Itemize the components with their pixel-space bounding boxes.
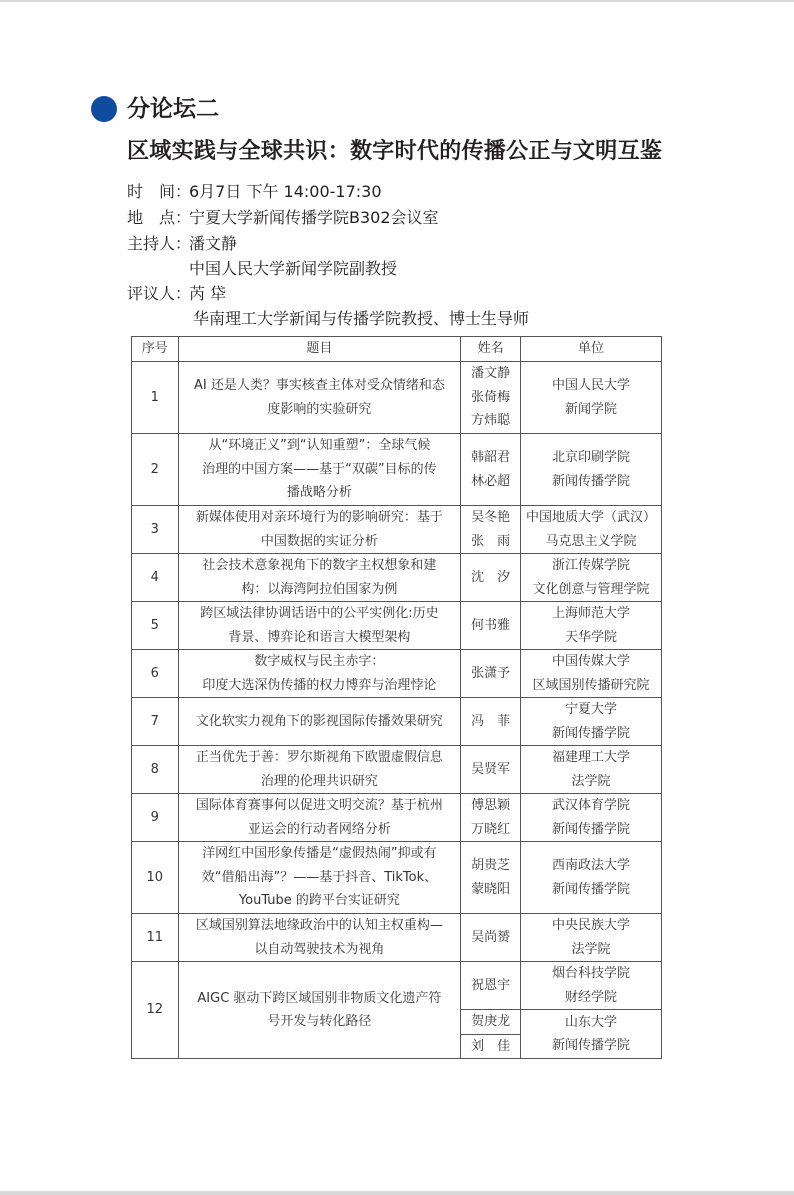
row-number: 5 <box>132 602 179 650</box>
title-line: 亚运会的行动者网络分析 <box>247 821 391 837</box>
row-number: 7 <box>132 698 179 746</box>
row-number: 4 <box>132 554 179 602</box>
row-names <box>461 650 521 698</box>
page-border-top <box>0 0 794 2</box>
row-unit <box>521 962 662 1010</box>
title-line: 以自动驾驶技术为视角 <box>254 941 385 957</box>
unit-line: 马克思主义学院 <box>545 533 637 549</box>
title-line: 治理的中国方案——基于“双碳”目标的传 <box>202 461 437 477</box>
unit-line: 新闻学院 <box>564 401 617 417</box>
bullet-circle-icon <box>91 96 117 122</box>
author-name: 祝恩宇 <box>471 977 511 993</box>
place-row <box>127 206 439 230</box>
unit-line: 西南政法大学 <box>551 858 630 873</box>
author-name: 万晓红 <box>471 821 511 837</box>
unit-line: 烟台科技学院 <box>551 966 630 981</box>
unit-line: 文化创意与管理学院 <box>532 581 650 597</box>
table-row <box>132 962 662 1010</box>
unit-line: 法学院 <box>571 773 611 789</box>
unit-line: 中国传媒大学 <box>551 654 630 669</box>
title-line: YouTube 的跨平台实证研究 <box>238 893 400 909</box>
row-unit <box>521 698 662 746</box>
unit-line: 上海师范大学 <box>551 606 630 621</box>
unit-line: 北京印刷学院 <box>551 450 630 465</box>
row-title <box>178 362 461 434</box>
author-name: 沈 汐 <box>471 569 511 585</box>
reviewer-row <box>127 282 226 306</box>
row-number: 11 <box>132 914 179 962</box>
author-name: 吴冬艳 <box>471 510 511 525</box>
title-line: 跨区域法律协调话语中的公平实例化:历史 <box>200 606 439 621</box>
unit-line: 中国人民大学 <box>551 378 630 393</box>
time-value: 6月7日 下午 14:00-17:30 <box>189 182 382 201</box>
row-title <box>178 962 461 1059</box>
host-label: 主持人： <box>127 234 192 253</box>
row-names <box>461 914 521 962</box>
row-number: 9 <box>132 794 179 842</box>
row-number: 2 <box>132 434 179 506</box>
unit-line: 福建理工大学 <box>551 750 630 765</box>
row-number: 6 <box>132 650 179 698</box>
title-line: 正当优先于善：罗尔斯视角下欧盟虚假信息 <box>195 750 443 765</box>
author-name: 韩韶君 <box>471 450 511 465</box>
table-row <box>132 362 662 434</box>
title-line: 背景、博弈论和语言大模型架构 <box>228 629 411 645</box>
title-line: 播战略分析 <box>286 485 352 501</box>
row-unit <box>521 650 662 698</box>
table-row <box>132 650 662 698</box>
row-number: 3 <box>132 506 179 554</box>
row-title <box>178 554 461 602</box>
title-line: 度影响的实验研究 <box>267 401 372 417</box>
table-header-row <box>132 337 662 362</box>
header-title: 题目 <box>178 337 461 362</box>
host-row <box>127 232 237 256</box>
row-names <box>461 698 521 746</box>
table-row <box>132 554 662 602</box>
row-title <box>178 434 461 506</box>
unit-line: 中央民族大学 <box>551 918 630 933</box>
row-title <box>178 746 461 794</box>
unit-line: 财经学院 <box>564 989 617 1005</box>
title-line: 构：以海湾阿拉伯国家为例 <box>241 581 398 597</box>
row-title <box>178 794 461 842</box>
title-line: AI 还是人类？事实核查主体对受众情绪和态 <box>193 378 445 393</box>
schedule-table <box>131 336 662 1059</box>
unit-line: 新闻传播学院 <box>551 881 630 897</box>
row-number: 8 <box>132 746 179 794</box>
table-row <box>132 842 662 914</box>
row-title <box>178 914 461 962</box>
row-number: 12 <box>132 962 179 1059</box>
row-unit <box>521 1010 662 1059</box>
unit-line: 新闻传播学院 <box>551 1038 630 1053</box>
row-title <box>178 842 461 914</box>
row-names <box>461 746 521 794</box>
row-names <box>461 602 521 650</box>
row-number: 10 <box>132 842 179 914</box>
title-line: AIGC 驱动下跨区域国别非物质文化遗产符 <box>197 990 442 1006</box>
place-value: 宁夏大学新闻传播学院B302会议室 <box>189 208 439 227</box>
title-line: 治理的伦理共识研究 <box>260 773 378 789</box>
unit-line: 宁夏大学 <box>564 702 617 717</box>
forum-label: 分论坛二 <box>127 96 219 122</box>
author-name: 方炜聪 <box>471 413 511 429</box>
place-label: 地 点： <box>127 208 192 227</box>
reviewer-title: 华南理工大学新闻与传播学院教授、博士生导师 <box>193 309 530 328</box>
author-name: 张 雨 <box>471 533 511 549</box>
row-unit <box>521 554 662 602</box>
forum-title: 区域实践与全球共识：数字时代的传播公正与文明互鉴 <box>127 139 663 164</box>
author-name: 胡贵芝 <box>471 858 511 873</box>
title-line: 数字威权与民主赤字： <box>254 654 385 669</box>
unit-line: 天华学院 <box>564 629 617 645</box>
author-name: 张倚梅 <box>471 389 511 405</box>
title-line: 文化软实力视角下的影视国际传播效果研究 <box>195 713 443 729</box>
author-name: 冯 菲 <box>471 713 511 729</box>
author-name: 贺庚龙 <box>461 1010 521 1035</box>
row-unit <box>521 506 662 554</box>
unit-line: 浙江传媒学院 <box>551 558 630 573</box>
row-unit <box>521 746 662 794</box>
unit-line: 武汉体育学院 <box>551 798 630 813</box>
row-title <box>178 506 461 554</box>
row-names <box>461 842 521 914</box>
title-line: 洋网红中国形象传播是“虚假热闹”抑或有 <box>202 846 437 862</box>
row-names <box>461 362 521 434</box>
title-line: 从“环境正义”到“认知重塑”：全球气候 <box>208 438 431 454</box>
table-row <box>132 794 662 842</box>
table-row <box>132 434 662 506</box>
table-row <box>132 914 662 962</box>
title-line: 社会技术意象视角下的数字主权想象和建 <box>202 558 437 573</box>
author-name: 傅思颖 <box>471 798 511 813</box>
table-row <box>132 506 662 554</box>
row-unit <box>521 602 662 650</box>
table-row <box>132 602 662 650</box>
table-row <box>132 746 662 794</box>
unit-line: 法学院 <box>571 941 611 957</box>
unit-line: 新闻传播学院 <box>551 821 630 837</box>
row-number: 1 <box>132 362 179 434</box>
row-unit <box>521 362 662 434</box>
author-name: 吴尚赟 <box>471 929 511 945</box>
author-name: 林必超 <box>471 473 511 489</box>
table-row <box>132 698 662 746</box>
unit-line: 新闻传播学院 <box>551 725 630 741</box>
unit-line: 区域国别传播研究院 <box>532 677 650 693</box>
unit-line: 中国地质大学（武汉） <box>525 510 656 525</box>
row-title <box>178 650 461 698</box>
header-no: 序号 <box>132 337 179 362</box>
author-name: 何书雅 <box>471 617 511 633</box>
row-names <box>461 506 521 554</box>
reviewer-name: 芮 牮 <box>189 284 227 303</box>
title-line: 印度大选深伪传播的权力博弈与治理悖论 <box>202 677 437 693</box>
row-unit <box>521 914 662 962</box>
page-border-bottom <box>0 1191 794 1195</box>
title-line: 号开发与转化路径 <box>267 1014 372 1029</box>
author-name: 刘 佳 <box>461 1034 521 1059</box>
host-name: 潘文静 <box>189 234 238 253</box>
reviewer-label: 评议人： <box>127 284 192 303</box>
row-names <box>461 794 521 842</box>
row-names <box>461 962 521 1010</box>
row-unit <box>521 794 662 842</box>
title-line: 效“借船出海”？——基于抖音、TikTok、 <box>201 869 438 885</box>
unit-line: 新闻传播学院 <box>551 473 630 489</box>
title-line: 区域国别算法地缘政治中的认知主权重构— <box>195 918 443 933</box>
time-label: 时 间： <box>127 182 192 201</box>
host-title: 中国人民大学新闻学院副教授 <box>189 259 398 278</box>
author-name: 吴贤军 <box>471 761 511 777</box>
header-unit: 单位 <box>521 337 662 362</box>
row-title <box>178 698 461 746</box>
unit-line: 山东大学 <box>564 1014 617 1030</box>
row-names <box>461 554 521 602</box>
row-title <box>178 602 461 650</box>
row-unit <box>521 842 662 914</box>
row-names <box>461 434 521 506</box>
header-name: 姓名 <box>461 337 521 362</box>
title-line: 国际体育赛事何以促进文明交流？基于杭州 <box>195 798 443 813</box>
author-name: 张潇予 <box>471 665 511 681</box>
title-line: 新媒体使用对亲环境行为的影响研究：基于 <box>195 510 443 525</box>
author-name: 蒙晓阳 <box>471 881 511 897</box>
title-line: 中国数据的实证分析 <box>260 533 378 549</box>
row-unit <box>521 434 662 506</box>
author-name: 潘文静 <box>471 366 511 382</box>
time-row <box>127 180 382 204</box>
